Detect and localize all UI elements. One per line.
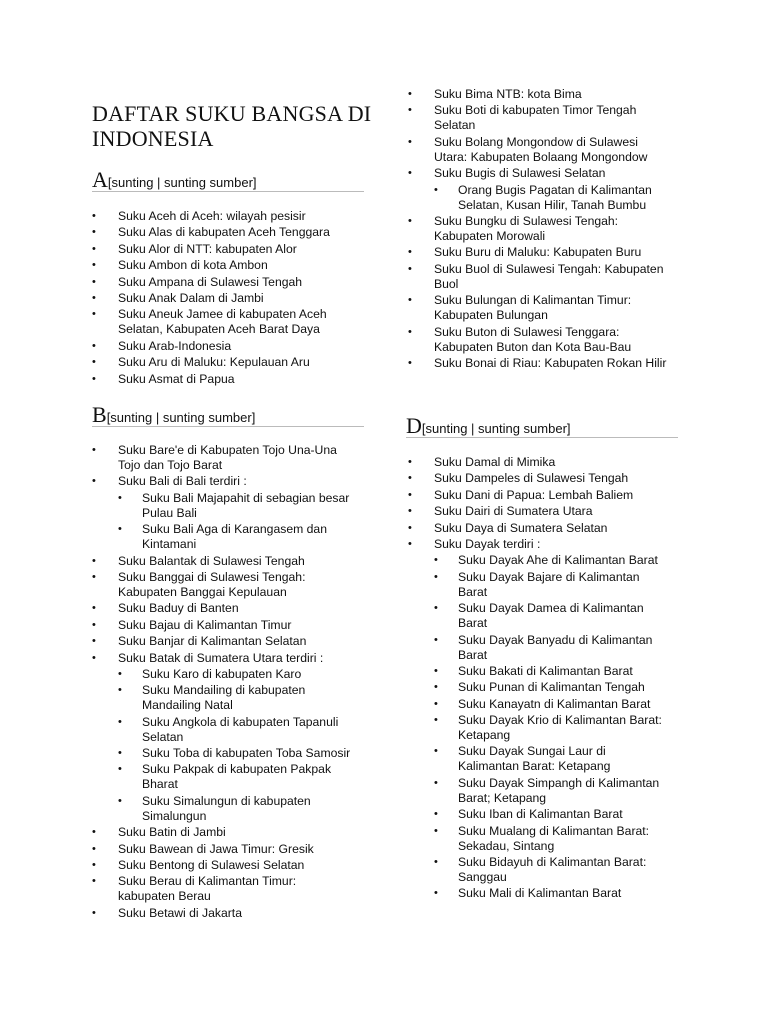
suku-list-b-continued bbox=[408, 87, 668, 372]
sub-list-item: • Orang Bugis Pagatan di Kalimantan Selatan, Kusan Hilir, Tanah Bumbu bbox=[434, 183, 668, 213]
page-title: DAFTAR SUKU BANGSA DI INDONESIA bbox=[92, 101, 372, 151]
sub-list-item: • Suku Dayak Krio di Kalimantan Barat: Ketapang bbox=[434, 713, 668, 743]
list-item-text: Suku Ambon di kota Ambon bbox=[118, 258, 268, 273]
sub-list-item: • Suku Karo di kabupaten Karo bbox=[118, 667, 352, 682]
list-item bbox=[92, 474, 352, 552]
list-item-text: Suku Dani di Papua: Lembah Baliem bbox=[434, 487, 634, 502]
list-item bbox=[92, 906, 352, 921]
list-item bbox=[408, 262, 668, 292]
section-heading-b bbox=[92, 402, 364, 427]
list-item-text: Suku Bima NTB: kota Bima bbox=[434, 87, 582, 101]
list-item-text: Suku Boti di kabupaten Timor Tengah Selatan bbox=[434, 103, 637, 133]
list-item bbox=[92, 618, 352, 633]
list-item-text: Suku Alas di kabupaten Aceh Tenggara bbox=[118, 225, 330, 240]
list-item bbox=[408, 504, 668, 519]
section-heading-a bbox=[92, 167, 364, 192]
list-item-text: Suku Banjar di Kalimantan Selatan bbox=[118, 634, 307, 649]
list-item bbox=[92, 355, 352, 370]
suku-list-a bbox=[92, 209, 352, 388]
list-item-text: Suku Bugis di Sulawesi Selatan bbox=[434, 166, 606, 181]
list-item bbox=[408, 537, 668, 901]
list-item bbox=[92, 307, 352, 337]
list-item bbox=[408, 87, 668, 102]
list-item bbox=[92, 858, 352, 873]
list-item-text: Suku Bawean di Jawa Timur: Gresik bbox=[118, 841, 314, 856]
list-item-text: Suku Bajau di Kalimantan Timur bbox=[118, 617, 292, 632]
sub-list-item: • Suku Bakati di Kalimantan Barat bbox=[434, 664, 668, 679]
sub-list-item: • Suku Dayak Damea di Kalimantan Barat bbox=[434, 601, 668, 631]
list-item bbox=[92, 225, 352, 240]
list-item-text: Suku Betawi di Jakarta bbox=[118, 905, 242, 920]
list-item bbox=[408, 166, 668, 212]
list-item-text: Suku Buru di Maluku: Kabupaten Buru bbox=[434, 245, 642, 260]
list-item bbox=[92, 842, 352, 857]
edit-links[interactable]: [sunting | sunting sumber] bbox=[421, 421, 571, 436]
list-item-text: Suku Bentong di Sulawesi Selatan bbox=[118, 858, 305, 873]
sub-list-item: • Suku Iban di Kalimantan Barat bbox=[434, 807, 668, 822]
list-item bbox=[408, 521, 668, 536]
sub-list-item: • Suku Mandailing di kabupaten Mandailing Natal bbox=[118, 683, 352, 713]
suku-list-b bbox=[92, 443, 352, 922]
section-letter: B bbox=[92, 402, 107, 427]
list-item bbox=[408, 214, 668, 244]
sub-list-item: • Suku Bidayuh di Kalimantan Barat: Sanggau bbox=[434, 855, 668, 885]
edit-links[interactable]: [sunting | sunting sumber] bbox=[106, 410, 256, 425]
list-item bbox=[408, 293, 668, 323]
list-item-text: Suku Banggai di Sulawesi Tengah: Kabupaten Banggai Kepulauan bbox=[118, 569, 306, 599]
list-item bbox=[92, 601, 352, 616]
list-item-text: Suku Baduy di Banten bbox=[118, 601, 239, 616]
sub-list bbox=[118, 667, 352, 824]
list-item bbox=[408, 245, 668, 260]
sub-list-item: • Suku Punan di Kalimantan Tengah bbox=[434, 680, 668, 695]
sub-list-item: • Suku Bali Majapahit di sebagian besar Pulau Bali bbox=[118, 491, 352, 521]
list-item bbox=[92, 209, 352, 224]
sub-list-item: • Suku Simalungun di kabupaten Simalungun bbox=[118, 794, 352, 824]
list-item bbox=[92, 291, 352, 306]
list-item-text: Suku Anak Dalam di Jambi bbox=[118, 290, 264, 305]
list-item bbox=[92, 651, 352, 824]
list-item-text: Suku Ampana di Sulawesi Tengah bbox=[118, 274, 303, 289]
list-item bbox=[408, 325, 668, 355]
sub-list-item: • Suku Dayak Ahe di Kalimantan Barat bbox=[434, 553, 668, 568]
list-item-text: Suku Asmat di Papua bbox=[118, 371, 235, 386]
list-item-text: Suku Daya di Sumatera Selatan bbox=[434, 520, 608, 535]
list-item-text: Suku Bolang Mongondow di Sulawesi Utara: Kabupaten Bolaang Mongondow bbox=[434, 134, 648, 164]
list-item bbox=[92, 372, 352, 387]
list-item bbox=[92, 258, 352, 273]
sub-list-item: • Suku Dayak Bajare di Kalimantan Barat bbox=[434, 570, 668, 600]
list-item-text: Suku Dampeles di Sulawesi Tengah bbox=[434, 471, 629, 486]
sub-list-item: • Suku Bali Aga di Karangasem dan Kintamani bbox=[118, 522, 352, 552]
list-item bbox=[92, 339, 352, 354]
list-item-text: Suku Bulungan di Kalimantan Timur: Kabupaten Bulungan bbox=[434, 293, 632, 323]
list-item-text: Suku Aru di Maluku: Kepulauan Aru bbox=[118, 355, 310, 370]
sub-list-item: • Suku Mualang di Kalimantan Barat: Sekadau, Sintang bbox=[434, 824, 668, 854]
section-letter: A bbox=[92, 167, 108, 192]
list-item-text: Suku Dayak terdiri : bbox=[434, 536, 541, 551]
sub-list-item: • Suku Mali di Kalimantan Barat bbox=[434, 886, 668, 901]
sub-list bbox=[118, 491, 352, 552]
list-item-text: Suku Damal di Mimika bbox=[434, 455, 556, 469]
sub-list-item: • Suku Kanayatn di Kalimantan Barat bbox=[434, 697, 668, 712]
section-letter: D bbox=[406, 413, 422, 438]
list-item-text: Suku Bungku di Sulawesi Tengah: Kabupaten Morowali bbox=[434, 213, 619, 243]
sub-list-item: • Suku Pakpak di kabupaten Pakpak Bharat bbox=[118, 762, 352, 792]
list-item bbox=[92, 825, 352, 840]
suku-list-d bbox=[408, 455, 668, 903]
list-item-text: Suku Dairi di Sumatera Utara bbox=[434, 504, 593, 519]
sub-list-item: • Suku Toba di kabupaten Toba Samosir bbox=[118, 746, 352, 761]
list-item-text: Suku Arab-Indonesia bbox=[118, 338, 232, 353]
list-item bbox=[92, 554, 352, 569]
sub-list bbox=[434, 553, 668, 901]
list-item-text: Suku Bonai di Riau: Kabupaten Rokan Hilir bbox=[434, 355, 667, 370]
list-item-text: Suku Aneuk Jamee di kabupaten Aceh Selatan, Kabupaten Aceh Barat Daya bbox=[118, 307, 327, 337]
list-item bbox=[92, 242, 352, 257]
list-item-text: Suku Batin di Jambi bbox=[118, 825, 226, 840]
list-item-text: Suku Berau di Kalimantan Timur: kabupaten Berau bbox=[118, 874, 297, 904]
list-item-text: Suku Batak di Sumatera Utara terdiri : bbox=[118, 650, 324, 665]
sub-list-item: • Suku Dayak Sungai Laur di Kalimantan Barat: Ketapang bbox=[434, 744, 668, 774]
list-item bbox=[408, 135, 668, 165]
list-item-text: Suku Balantak di Sulawesi Tengah bbox=[118, 553, 305, 568]
list-item bbox=[92, 570, 352, 600]
list-item bbox=[408, 103, 668, 133]
list-item-text: Suku Buol di Sulawesi Tengah: Kabupaten Buol bbox=[434, 261, 664, 291]
sub-list-item: • Suku Angkola di kabupaten Tapanuli Selatan bbox=[118, 715, 352, 745]
list-item-text: Suku Aceh di Aceh: wilayah pesisir bbox=[118, 209, 306, 223]
list-item bbox=[92, 634, 352, 649]
edit-links[interactable]: [sunting | sunting sumber] bbox=[107, 175, 257, 190]
sub-list-item: • Suku Dayak Simpangh di Kalimantan Barat; Ketapang bbox=[434, 776, 668, 806]
list-item-text: Suku Bali di Bali terdiri : bbox=[118, 474, 247, 489]
list-item-text: Suku Alor di NTT: kabupaten Alor bbox=[118, 241, 297, 256]
list-item-text: Suku Buton di Sulawesi Tenggara: Kabupaten Buton dan Kota Bau-Bau bbox=[434, 324, 632, 354]
list-item bbox=[408, 471, 668, 486]
list-item bbox=[92, 275, 352, 290]
list-item bbox=[408, 455, 668, 470]
list-item bbox=[92, 443, 352, 473]
list-item-text: Suku Bare'e di Kabupaten Tojo Una-Una Tojo dan Tojo Barat bbox=[118, 443, 337, 472]
list-item bbox=[92, 874, 352, 904]
list-item bbox=[408, 356, 668, 371]
sub-list bbox=[434, 183, 668, 213]
list-item bbox=[408, 488, 668, 503]
sub-list-item: • Suku Dayak Banyadu di Kalimantan Barat bbox=[434, 633, 668, 663]
section-heading-d bbox=[406, 413, 678, 438]
